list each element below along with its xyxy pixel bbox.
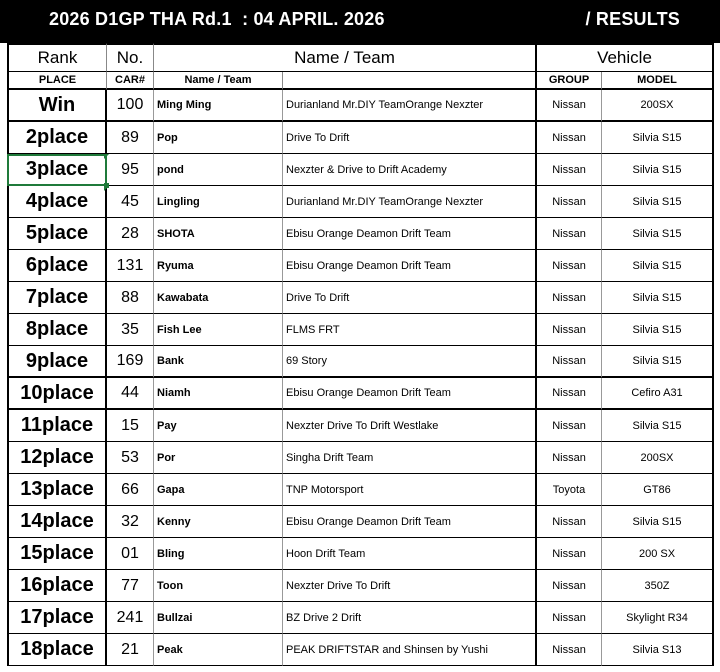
place-cell[interactable]: 3place — [7, 154, 107, 186]
team-cell[interactable]: FLMS FRT — [283, 314, 537, 346]
model-cell[interactable]: Silvia S15 — [602, 218, 714, 250]
table-row[interactable] — [0, 474, 720, 506]
car-number-cell[interactable]: 95 — [107, 154, 154, 186]
group-cell[interactable]: Nissan — [537, 250, 602, 282]
table-row[interactable] — [0, 122, 720, 154]
table-row[interactable] — [0, 410, 720, 442]
group-cell[interactable]: Nissan — [537, 570, 602, 602]
model-cell[interactable]: 200SX — [602, 90, 714, 122]
team-cell[interactable]: Nexzter & Drive to Drift Academy — [283, 154, 537, 186]
cell-marker-icon — [104, 186, 109, 191]
driver-name-cell[interactable]: Bank — [154, 346, 283, 378]
model-cell[interactable]: Skylight R34 — [602, 602, 714, 634]
car-number-cell[interactable]: 28 — [107, 218, 154, 250]
team-cell[interactable]: Nexzter Drive To Drift — [283, 570, 537, 602]
car-number-cell[interactable]: 241 — [107, 602, 154, 634]
team-cell[interactable]: Durianland Mr.DIY TeamOrange Nexzter — [283, 90, 537, 122]
car-number-cell[interactable]: 15 — [107, 410, 154, 442]
driver-name-cell[interactable]: Lingling — [154, 186, 283, 218]
car-number-cell[interactable]: 169 — [107, 346, 154, 378]
header-row-sub — [0, 72, 720, 90]
team-cell[interactable]: TNP Motorsport — [283, 474, 537, 506]
driver-name-cell[interactable]: Bullzai — [154, 602, 283, 634]
table-row[interactable] — [0, 442, 720, 474]
group-cell[interactable]: Nissan — [537, 378, 602, 410]
results-label: / RESULTS — [585, 9, 680, 29]
place-cell[interactable]: 18place — [7, 634, 107, 666]
model-cell[interactable]: Cefiro A31 — [602, 378, 714, 410]
header-row-main — [0, 43, 720, 72]
place-cell[interactable]: 15place — [7, 538, 107, 570]
group-cell[interactable]: Nissan — [537, 346, 602, 378]
group-cell[interactable]: Nissan — [537, 442, 602, 474]
car-number-cell[interactable]: 88 — [107, 282, 154, 314]
car-number-cell[interactable]: 45 — [107, 186, 154, 218]
place-cell[interactable]: 16place — [7, 570, 107, 602]
driver-name-cell[interactable]: Pop — [154, 122, 283, 154]
group-cell[interactable]: Nissan — [537, 538, 602, 570]
model-cell[interactable]: Silvia S15 — [602, 282, 714, 314]
car-number-cell[interactable]: 66 — [107, 474, 154, 506]
table-row[interactable] — [0, 570, 720, 602]
driver-name-cell[interactable]: SHOTA — [154, 218, 283, 250]
car-number-cell[interactable]: 01 — [107, 538, 154, 570]
car-number-cell[interactable]: 21 — [107, 634, 154, 666]
group-cell[interactable]: Nissan — [537, 218, 602, 250]
model-cell[interactable]: Silvia S13 — [602, 634, 714, 666]
car-number-cell[interactable]: 44 — [107, 378, 154, 410]
model-cell[interactable]: 200 SX — [602, 538, 714, 570]
place-cell[interactable]: 6place — [7, 250, 107, 282]
header-group[interactable]: GROUP — [537, 72, 602, 90]
place-cell[interactable]: 8place — [7, 314, 107, 346]
team-cell[interactable]: Ebisu Orange Deamon Drift Team — [283, 506, 537, 538]
place-cell[interactable]: 7place — [7, 282, 107, 314]
header-no[interactable]: No. — [107, 43, 154, 72]
car-number-cell[interactable]: 89 — [107, 122, 154, 154]
driver-name-cell[interactable]: Por — [154, 442, 283, 474]
driver-name-cell[interactable]: Kawabata — [154, 282, 283, 314]
model-cell[interactable]: Silvia S15 — [602, 122, 714, 154]
event-title: 2026 D1GP THA Rd.1 : 04 APRIL. 2026 — [49, 9, 385, 29]
header-car[interactable]: CAR# — [107, 72, 154, 90]
table-row[interactable] — [0, 506, 720, 538]
place-cell[interactable]: 2place — [7, 122, 107, 154]
group-cell[interactable]: Nissan — [537, 314, 602, 346]
model-cell[interactable]: Silvia S15 — [602, 506, 714, 538]
place-cell[interactable]: 9place — [7, 346, 107, 378]
group-cell[interactable]: Nissan — [537, 282, 602, 314]
header-place[interactable]: PLACE — [7, 72, 107, 90]
header-rank[interactable]: Rank — [7, 43, 107, 72]
group-cell[interactable]: Nissan — [537, 602, 602, 634]
car-number-cell[interactable]: 131 — [107, 250, 154, 282]
place-cell[interactable]: Win — [7, 90, 107, 122]
table-row[interactable] — [0, 346, 720, 378]
team-cell[interactable]: BZ Drive 2 Drift — [283, 602, 537, 634]
driver-name-cell[interactable]: Bling — [154, 538, 283, 570]
car-number-cell[interactable]: 53 — [107, 442, 154, 474]
driver-name-cell[interactable]: Ryuma — [154, 250, 283, 282]
table-row[interactable] — [0, 282, 720, 314]
table-row[interactable] — [0, 602, 720, 634]
table-row[interactable] — [0, 314, 720, 346]
table-row[interactable] — [0, 218, 720, 250]
place-cell[interactable]: 5place — [7, 218, 107, 250]
group-cell[interactable]: Nissan — [537, 506, 602, 538]
table-row[interactable] — [0, 538, 720, 570]
table-row[interactable] — [0, 634, 720, 666]
model-cell[interactable]: Silvia S15 — [602, 314, 714, 346]
driver-name-cell[interactable]: Pay — [154, 410, 283, 442]
table-row[interactable] — [0, 378, 720, 410]
group-cell[interactable]: Nissan — [537, 154, 602, 186]
team-cell[interactable]: Ebisu Orange Deamon Drift Team — [283, 218, 537, 250]
team-cell[interactable]: 69 Story — [283, 346, 537, 378]
driver-name-cell[interactable]: Toon — [154, 570, 283, 602]
team-cell[interactable]: Drive To Drift — [283, 282, 537, 314]
car-number-cell[interactable]: 32 — [107, 506, 154, 538]
group-cell[interactable]: Nissan — [537, 122, 602, 154]
driver-name-cell[interactable]: Peak — [154, 634, 283, 666]
model-cell[interactable]: Silvia S15 — [602, 186, 714, 218]
driver-name-cell[interactable]: Fish Lee — [154, 314, 283, 346]
car-number-cell[interactable]: 35 — [107, 314, 154, 346]
cell-marker-icon — [104, 154, 109, 159]
place-cell[interactable]: 10place — [7, 378, 107, 410]
driver-name-cell[interactable]: Kenny — [154, 506, 283, 538]
team-cell[interactable]: Ebisu Orange Deamon Drift Team — [283, 378, 537, 410]
header-vehicle[interactable]: Vehicle — [537, 43, 714, 72]
car-number-cell[interactable]: 77 — [107, 570, 154, 602]
group-cell[interactable]: Nissan — [537, 90, 602, 122]
header-name-team[interactable]: Name / Team — [154, 43, 537, 72]
place-cell[interactable]: 4place — [7, 186, 107, 218]
team-cell[interactable]: Drive To Drift — [283, 122, 537, 154]
driver-name-cell[interactable]: Ming Ming — [154, 90, 283, 122]
header-team[interactable] — [283, 72, 537, 90]
model-cell[interactable]: GT86 — [602, 474, 714, 506]
team-cell[interactable]: Hoon Drift Team — [283, 538, 537, 570]
group-cell[interactable]: Nissan — [537, 186, 602, 218]
model-cell[interactable]: 200SX — [602, 442, 714, 474]
driver-name-cell[interactable]: Niamh — [154, 378, 283, 410]
driver-name-cell[interactable]: pond — [154, 154, 283, 186]
model-cell[interactable]: Silvia S15 — [602, 250, 714, 282]
group-cell[interactable]: Nissan — [537, 634, 602, 666]
header-model[interactable]: MODEL — [602, 72, 714, 90]
place-cell[interactable]: 13place — [7, 474, 107, 506]
team-cell[interactable]: Nexzter Drive To Drift Westlake — [283, 410, 537, 442]
model-cell[interactable]: Silvia S15 — [602, 410, 714, 442]
table-row[interactable] — [0, 90, 720, 122]
header-name[interactable]: Name / Team — [154, 72, 283, 90]
title-bar — [0, 0, 720, 43]
group-cell[interactable]: Toyota — [537, 474, 602, 506]
team-cell[interactable]: Ebisu Orange Deamon Drift Team — [283, 250, 537, 282]
place-cell[interactable]: 11place — [7, 410, 107, 442]
place-cell[interactable]: 17place — [7, 602, 107, 634]
team-cell[interactable]: Singha Drift Team — [283, 442, 537, 474]
model-cell[interactable]: 350Z — [602, 570, 714, 602]
place-cell[interactable]: 12place — [7, 442, 107, 474]
model-cell[interactable]: Silvia S15 — [602, 346, 714, 378]
group-cell[interactable]: Nissan — [537, 410, 602, 442]
driver-name-cell[interactable]: Gapa — [154, 474, 283, 506]
team-cell[interactable]: Durianland Mr.DIY TeamOrange Nexzter — [283, 186, 537, 218]
team-cell[interactable]: PEAK DRIFTSTAR and Shinsen by Yushi — [283, 634, 537, 666]
model-cell[interactable]: Silvia S15 — [602, 154, 714, 186]
place-cell[interactable]: 14place — [7, 506, 107, 538]
table-row[interactable] — [0, 250, 720, 282]
car-number-cell[interactable]: 100 — [107, 90, 154, 122]
